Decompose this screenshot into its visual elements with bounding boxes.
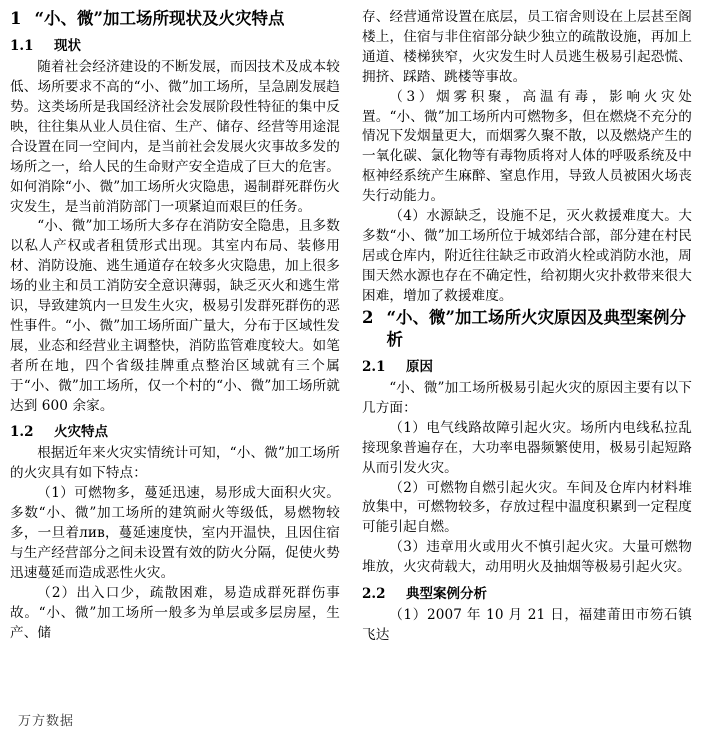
paragraph: “小、微”加工场所极易引起火灾的原因主要有以下几方面：: [362, 380, 692, 416]
paragraph: （4）水源缺乏，设施不足，灭火救援难度大。大多数“小、微”加工场所位于城郊结合部，部分建在村民居或仓库内，附近往往缺乏市政消火栓或消防水池，周围天然水源也存在不确定性，给初期火灾扑救带来很大困难，增加了救援难度。: [362, 208, 692, 304]
section-1-number: 1: [10, 9, 22, 28]
paragraph: 存、经营通常设置在底层，员工宿舍则设在上层甚至阁楼上，住宿与非住宿部分缺少独立的疏散设施，再加上通道、楼梯狭窄，火灾发生时人员逃生极易引起恐慌、拥挤、踩踏、跳楼等事故。: [362, 9, 692, 85]
paragraph: （3）烟雾积聚，高温有毒，影响火灾处置。“小、微”加工场所内可燃物多，但在燃烧不充分的情况下发烟量更大，而烟雾久聚不散，以及燃烧产生的一氧化碳、氯化物等有毒物质将对人体的呼吸系统及中枢神经系统产生麻醉、窒息作用，导致人员被困火场丧失行动能力。: [362, 88, 692, 205]
subsection-2-2-title: 典型案例分析: [406, 586, 487, 603]
paragraph: 随着社会经济建设的不断发展，而因技术及成本较低、场所要求不高的“小、微”加工场所，呈急剧发展趋势。这类场所是我国经济社会发展阶段性特征的集中反映，往往集从业人员住宿、生产、储存、经营等用途混合设置在同一空间内，是当前社会发展火灾事故多发的场所之一，给人民的生命财产安全造成了巨大的危害。如何消除“小、微”加工场所火灾隐患，遏制群死群伤火灾发生，是当前消防部门一项紧迫而艰巨的任务。: [10, 59, 340, 215]
paragraph: “小、微”加工场所大多存在消防安全隐患，且多数以私人产权或者租赁形式出现。其室内布局、装修用材、消防设施、逃生通道存在较多火灾隐患，加上很多场的业主和员工消防安全意识薄弱，缺乏灭火和逃生常识，导致建筑内一旦发生火灾，极易引发群死群伤的恶性事件。“小、微”加工场所面广量大，分布于区域性发展，业态和经营业主调整快，消防监管难度较大。如笔者所在地，四个省级挂牌重点整治区域就有三个属于“小、微”加工场所，仅一个村的“小、微”加工场所就达到 600 余家。: [10, 218, 340, 414]
section-2-heading: [362, 307, 692, 352]
section-1-title: “小、微”加工场所现状及火灾特点: [34, 9, 285, 28]
section-2-title: “小、微”加工场所火灾原因及典型案例分析: [386, 307, 686, 349]
paragraph: （3）违章用火或用火不慎引起火灾。大量可燃物堆放，火灾荷载大，动用明火及抽烟等极易引起火灾。: [362, 539, 692, 576]
subsection-2-1-heading: [362, 358, 692, 377]
subsection-1-1-heading: [10, 37, 340, 56]
subsection-1-2-title: 火灾特点: [54, 424, 108, 441]
right-column: [362, 8, 692, 698]
paragraph: （1）2007 年 10 月 21 日，福建莆田市笏石镇飞达: [362, 606, 692, 643]
subsection-1-2-heading: [10, 423, 340, 442]
subsection-2-2-number: 2.2: [362, 586, 386, 603]
paragraph: （1）可燃物多，蔓延迅速，易形成大面积火灾。多数“小、微”加工场所的建筑耐火等级低，易燃物较多，一旦着лив，蔓延速度快，室内开温快，且因住宿与生产经营部分之间未设置有效的防火分隔，促使火势迅速蔓延而造成恶性火灾。: [10, 485, 340, 581]
subsection-2-2-heading: [362, 585, 692, 604]
section-1-heading: [10, 8, 340, 30]
subsection-2-1-number: 2.1: [362, 359, 386, 376]
left-column: [10, 8, 340, 698]
subsection-1-1-number: 1.1: [10, 38, 34, 55]
section-2-number: 2: [362, 307, 374, 327]
subsection-1-2-number: 1.2: [10, 424, 34, 441]
paragraph: 根据近年来火灾实情统计可知，“小、微”加工场所的火灾具有如下特点：: [10, 445, 340, 482]
paragraph: （2）出入口少，疏散困难，易造成群死群伤事故。“小、微”加工场所一般多为单层或多层房屋，生产、储: [10, 584, 340, 641]
paragraph: （1）电气线路故障引起火灾。场所内电线私拉乱接现象普遍存在，大功率电器频繁使用，极易引起短路从而引发火灾。: [362, 419, 692, 476]
paragraph: （2）可燃物自燃引起火灾。车间及仓库内材料堆放集中，可燃物较多，存放过程中温度积累到一定程度可能引起自燃。: [362, 479, 692, 536]
two-column-layout: [10, 8, 704, 698]
subsection-1-1-title: 现状: [54, 38, 81, 55]
subsection-2-1-title: 原因: [406, 359, 433, 376]
watermark-text: 万方数据: [18, 714, 75, 729]
